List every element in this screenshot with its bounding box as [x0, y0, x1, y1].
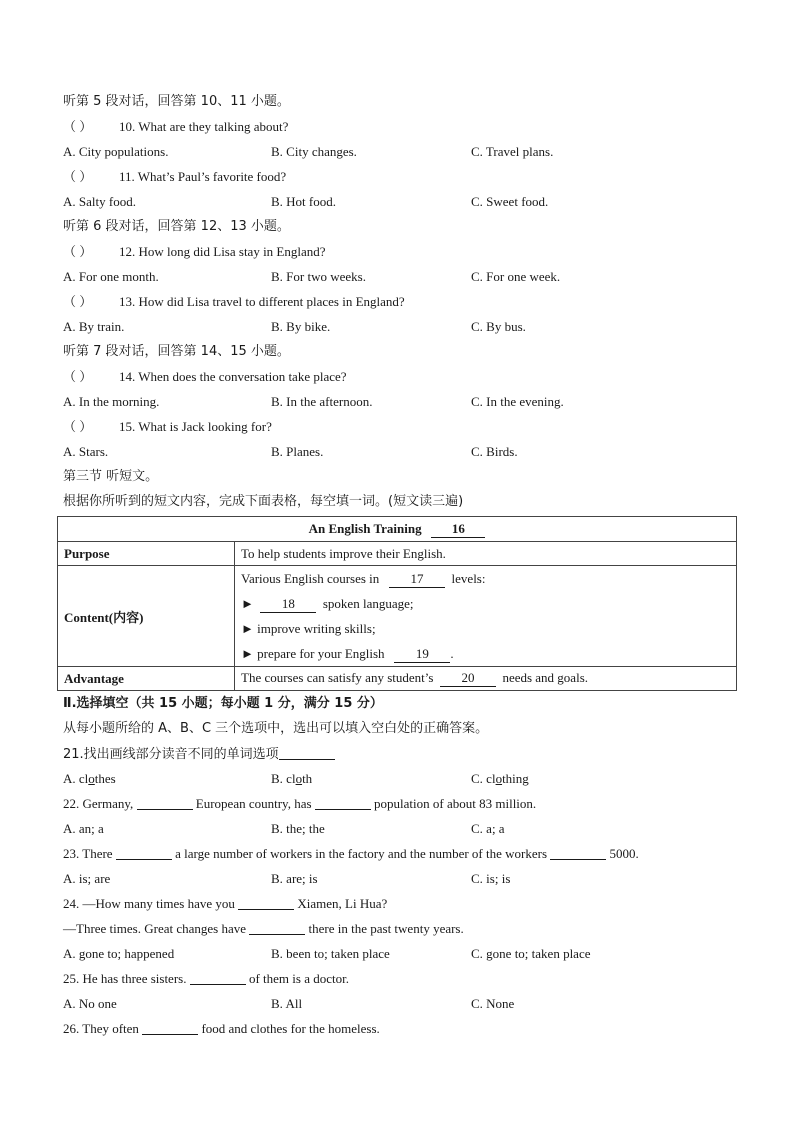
question-22	[63, 791, 743, 816]
content-text: levels:	[451, 571, 486, 586]
question-text: Xiamen, Li Hua?	[297, 896, 388, 911]
question-text: food and clothes for the homeless.	[201, 1021, 380, 1036]
advantage-cell	[235, 667, 737, 691]
question-text: 15. What is Jack looking for?	[119, 419, 272, 434]
option-b: B. the; the	[271, 821, 325, 836]
blank-17[interactable]: 17	[389, 571, 445, 588]
question-text: 14. When does the conversation take place?	[119, 369, 347, 384]
bullet-icon: ►	[241, 596, 254, 611]
answer-paren[interactable]: （ ）	[63, 369, 93, 384]
blank-16[interactable]: 16	[431, 521, 485, 538]
content-line-1	[241, 566, 730, 591]
option-a: A. In the morning.	[63, 394, 160, 409]
part-2-instruction: 从每小题所给的 A、B、C 三个选项中，选出可以填入空白处的正确答案。	[63, 721, 489, 736]
option-b: B. City changes.	[271, 144, 357, 159]
question-text: 5000.	[609, 846, 639, 861]
answer-blank[interactable]	[249, 920, 305, 935]
option-a: A. City populations.	[63, 144, 169, 159]
question-13-options	[63, 314, 743, 339]
option-c: C. clothing	[471, 771, 529, 786]
question-10	[63, 114, 743, 139]
answer-paren[interactable]: （ ）	[63, 294, 93, 309]
question-21	[63, 741, 743, 766]
option-a: A. Stars.	[63, 444, 109, 459]
answer-paren[interactable]: （ ）	[63, 244, 93, 259]
question-text: 13. How did Lisa travel to different places in England?	[119, 294, 405, 309]
question-10-options	[63, 139, 743, 164]
answer-blank[interactable]	[550, 845, 606, 860]
question-11-options	[63, 189, 743, 214]
answer-blank[interactable]	[238, 895, 294, 910]
option-a: A. is; are	[63, 871, 111, 886]
question-text: 25. He has three sisters.	[63, 971, 187, 986]
advantage-text: The courses can satisfy any student’s	[241, 670, 434, 685]
answer-blank[interactable]	[116, 845, 172, 860]
question-text: 12. How long did Lisa stay in England?	[119, 244, 326, 259]
part-2-heading: Ⅱ.选择填空（共 15 小题；每小题 1 分，满分 15 分）	[63, 696, 383, 711]
question-14	[63, 364, 743, 389]
dialogue-7-instruction: 听第 7 段对话，回答第 14、15 小题。	[63, 344, 290, 359]
option-b: B. are; is	[271, 871, 318, 886]
blank-18[interactable]: 18	[260, 596, 316, 613]
content-cell	[235, 566, 737, 667]
question-11	[63, 164, 743, 189]
advantage-label: Advantage	[58, 667, 235, 691]
option-c: C. In the evening.	[471, 394, 564, 409]
answer-blank[interactable]	[315, 795, 371, 810]
option-b: B. Planes.	[271, 444, 324, 459]
answer-paren[interactable]: （ ）	[63, 419, 93, 434]
question-text: there in the past twenty years.	[308, 921, 464, 936]
table-title-cell	[58, 517, 737, 542]
answer-paren[interactable]: （ ）	[63, 169, 93, 184]
question-text: of them is a doctor.	[248, 971, 349, 986]
question-15-options	[63, 439, 743, 464]
option-c: C. Sweet food.	[471, 194, 549, 209]
option-a: A. For one month.	[63, 269, 159, 284]
answer-blank[interactable]	[190, 970, 246, 985]
question-13	[63, 289, 743, 314]
question-23	[63, 841, 743, 866]
content-text: prepare for your English	[257, 646, 385, 661]
bullet-icon: ►	[241, 646, 254, 661]
option-c: C. Travel plans.	[471, 144, 554, 159]
content-text: Various English courses in	[241, 571, 380, 586]
question-24	[63, 891, 743, 916]
content-line-3	[241, 616, 730, 641]
option-b: B. All	[271, 996, 303, 1011]
option-a: A. an; a	[63, 821, 104, 836]
question-25-options	[63, 991, 743, 1016]
question-text: 26. They often	[63, 1021, 139, 1036]
section-3-title: 第三节 听短文。	[63, 469, 159, 484]
question-24-options	[63, 941, 743, 966]
option-a: A. No one	[63, 996, 117, 1011]
content-line-4	[241, 641, 730, 666]
question-24-reply	[63, 916, 743, 941]
section-3-instruction: 根据你所听到的短文内容，完成下面表格，每空填一词。(短文读三遍)	[63, 494, 464, 509]
question-14-options	[63, 389, 743, 414]
question-text: 23. There	[63, 846, 113, 861]
question-26	[63, 1016, 743, 1041]
question-25	[63, 966, 743, 991]
blank-20[interactable]: 20	[440, 670, 496, 687]
question-text: a large number of workers in the factory and the number of the workers	[175, 846, 548, 861]
option-c: C. By bus.	[471, 319, 526, 334]
content-label: Content(内容)	[58, 566, 235, 667]
dialogue-5-instruction: 听第 5 段对话，回答第 10、11 小题。	[63, 94, 290, 109]
question-23-options	[63, 866, 743, 891]
question-12	[63, 239, 743, 264]
advantage-text: needs and goals.	[502, 670, 588, 685]
option-b: B. In the afternoon.	[271, 394, 373, 409]
question-21-options	[63, 766, 743, 791]
option-c: C. a; a	[471, 821, 505, 836]
question-22-options	[63, 816, 743, 841]
bullet-icon: ►	[241, 621, 254, 636]
option-b: B. Hot food.	[271, 194, 336, 209]
question-12-options	[63, 264, 743, 289]
option-b: B. By bike.	[271, 319, 331, 334]
content-text: improve writing skills;	[257, 621, 376, 636]
question-text: 21.找出画线部分读音不同的单词选项	[63, 747, 279, 762]
training-table	[57, 516, 737, 691]
option-a: A. By train.	[63, 319, 125, 334]
option-a: A. Salty food.	[63, 194, 136, 209]
answer-paren[interactable]: （ ）	[63, 119, 93, 134]
option-c: C. gone to; taken place	[471, 946, 591, 961]
question-15	[63, 414, 743, 439]
answer-blank[interactable]	[142, 1020, 198, 1035]
purpose-label: Purpose	[58, 542, 235, 566]
option-a: A. clothes	[63, 771, 116, 786]
question-text: 24. —How many times have you	[63, 896, 235, 911]
question-text: population of about 83 million.	[374, 796, 537, 811]
option-b: B. For two weeks.	[271, 269, 366, 284]
option-c: C. is; is	[471, 871, 511, 886]
option-a: A. gone to; happened	[63, 946, 175, 961]
exam-page	[63, 89, 743, 1041]
dialogue-6-instruction: 听第 6 段对话，回答第 12、13 小题。	[63, 219, 290, 234]
question-text: 11. What’s Paul’s favorite food?	[119, 169, 287, 184]
answer-blank[interactable]	[279, 745, 335, 760]
question-text: European country, has	[195, 796, 312, 811]
option-b: B. been to; taken place	[271, 946, 390, 961]
answer-blank[interactable]	[137, 795, 193, 810]
option-c: C. Birds.	[471, 444, 518, 459]
purpose-text: To help students improve their English.	[235, 542, 737, 566]
option-c: C. None	[471, 996, 515, 1011]
content-text: .	[450, 646, 454, 661]
content-text: spoken language;	[322, 596, 414, 611]
question-text: 10. What are they talking about?	[119, 119, 289, 134]
option-b: B. cloth	[271, 771, 313, 786]
blank-19[interactable]: 19	[394, 646, 450, 663]
table-title: An English Training	[308, 520, 422, 536]
option-c: C. For one week.	[471, 269, 561, 284]
content-line-2	[241, 591, 730, 616]
question-text: —Three times. Great changes have	[63, 921, 247, 936]
question-text: 22. Germany,	[63, 796, 134, 811]
